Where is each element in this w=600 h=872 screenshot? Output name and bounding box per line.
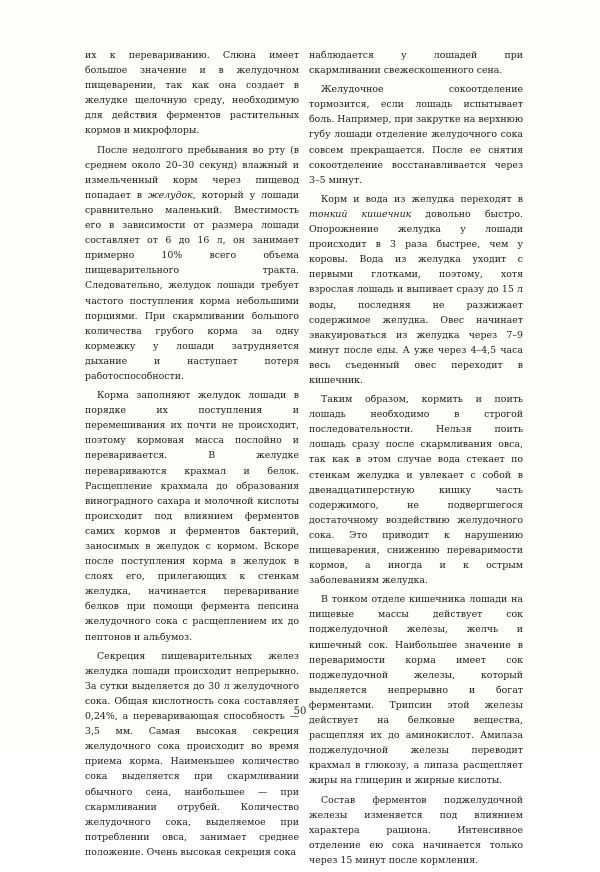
text-run: После недолгого пребывания во рту (в среднем около 20–30 секунд) влажный и измельченный корм через пищевод попадает в — [85, 144, 299, 201]
paragraph — [85, 143, 299, 385]
page-number: 50 — [293, 706, 307, 717]
paragraph: Секреция пищеварительных желез желудка лошади происходит непрерывно. За сутки выделяется до 30 л желудочного сока. Общая кислотность сока составляет 0,24%, а переваривающая способность — 3,5 мм. Самая высокая секреция желудочного сока происходит во время приема корма. Наименьшее количество сока выделяется при скармливании обычного сена, наибольшее — при скармливании отрубей. Количество желудочного сока, выделяемое при потреблении овса, занимает среднее положение. Очень высокая секреция сока — [85, 650, 299, 858]
text-run: , который у лошади сравнительно маленький. Вместимость его в зависимости от размера лошади составляет от 6 до 16 л, он занимает примерно 10% всего объема пищеварительного тракта. Следовательно, желудок лошади требует частого поступления корма небольшими порциями. При скармливании большого количества грубого корма за одну кормежку у лошади затрудняется дыхание и наступает потеря работоспособности. — [85, 189, 299, 382]
paragraph: их к перевариванию. Слюна имеет большое значение и в желудочном пищеварении, так как она создает в желудке щелочную среду, необходимую для действия ферментов растительных кормов и микрофлоры. — [85, 50, 299, 137]
left-text-column — [85, 48, 299, 864]
paragraph: Таким образом, кормить и поить лошадь необходимо в строгой последовательности. Нельзя поить лошадь сразу после скармливания овса, так как в этом случае вода стекает по стенкам желудка и увлекает с собой в двенадцатиперстную кишку часть содержимого, не подвергшегося достаточному воздействию желудочного сока. Это приводит к нарушению пищеварения, снижению переваримости кормов, а иногда и к острым заболеваниям желудка. — [309, 394, 523, 587]
paragraph: Корма заполняют желудок лошади в порядке их поступления и перемешивания их почти не происходит, поэтому кормовая масса послойно и переваривается. В желудке перевариваются крахмал и белок. Расщепление крахмала до образования виноградного сахара и молочной кислоты происходит под влиянием ферментов самих кормов и ферментов бактерий, заносимых в желудок с кормом. Вскоре после поступления корма в желудок в слоях его, прилегающих к стенкам желудка, начинается переваривание белков при помощи фермента пепсина желудочного сока с расщеплением их до пептонов и альбумоз. — [85, 390, 299, 643]
paragraph: Желудочное сокоотделение тормозится, если лошадь испытывает боль. Например, при закрутке на верхнюю губу лошади отделение желудочного сока совсем прекращается. После ее снятия сокоотделение восстанавливается через 3–5 минут. — [309, 84, 524, 186]
text-run: Корм и вода из желудка переходят в — [321, 193, 523, 205]
text-run: довольно быстро. Опорожнение желудка у лошади происходит в 3 раза быстрее, чем у коровы. Вода из желудка уходит с первыми глотками, поэтому, хотя взрослая лошадь и выпивает сразу до 15 л воды, последняя не разжижает содержимое желудка. Овес начинает эвакуироваться из желудка через 7–9 минут после еды. А уже через 4–4,5 часа весь съеденный овес переходит в кишечник. — [309, 208, 524, 386]
right-text-column — [309, 48, 523, 872]
paragraph: В тонком отделе кишечника лошади на пищевые массы действует сок поджелудочной железы, желчь и кишечный сок. Наибольшее значение в переваримости корма имеет сок поджелудочной железы, который выделяется непрерывно и богат ферментами. Трипсин этой железы действует на белковые вещества, расщепляя их до аминокислот. Амилаза поджелудочной железы переводит крахмал в глюкозу, а липаза расщепляет жиры на глицерин и жирные кислоты. — [309, 594, 523, 787]
emphasized-term: желудок — [147, 189, 193, 201]
emphasized-term: тонкий кишечник — [309, 208, 412, 220]
paragraph: наблюдается у лошадей при скармливании свежескошенного сена. — [309, 50, 523, 77]
paragraph: Состав ферментов поджелудочной железы изменяется под влиянием характера рациона. Интенсивное отделение ею сока начинается только через 15 минут после кормления. — [309, 794, 523, 866]
paragraph — [309, 192, 523, 388]
